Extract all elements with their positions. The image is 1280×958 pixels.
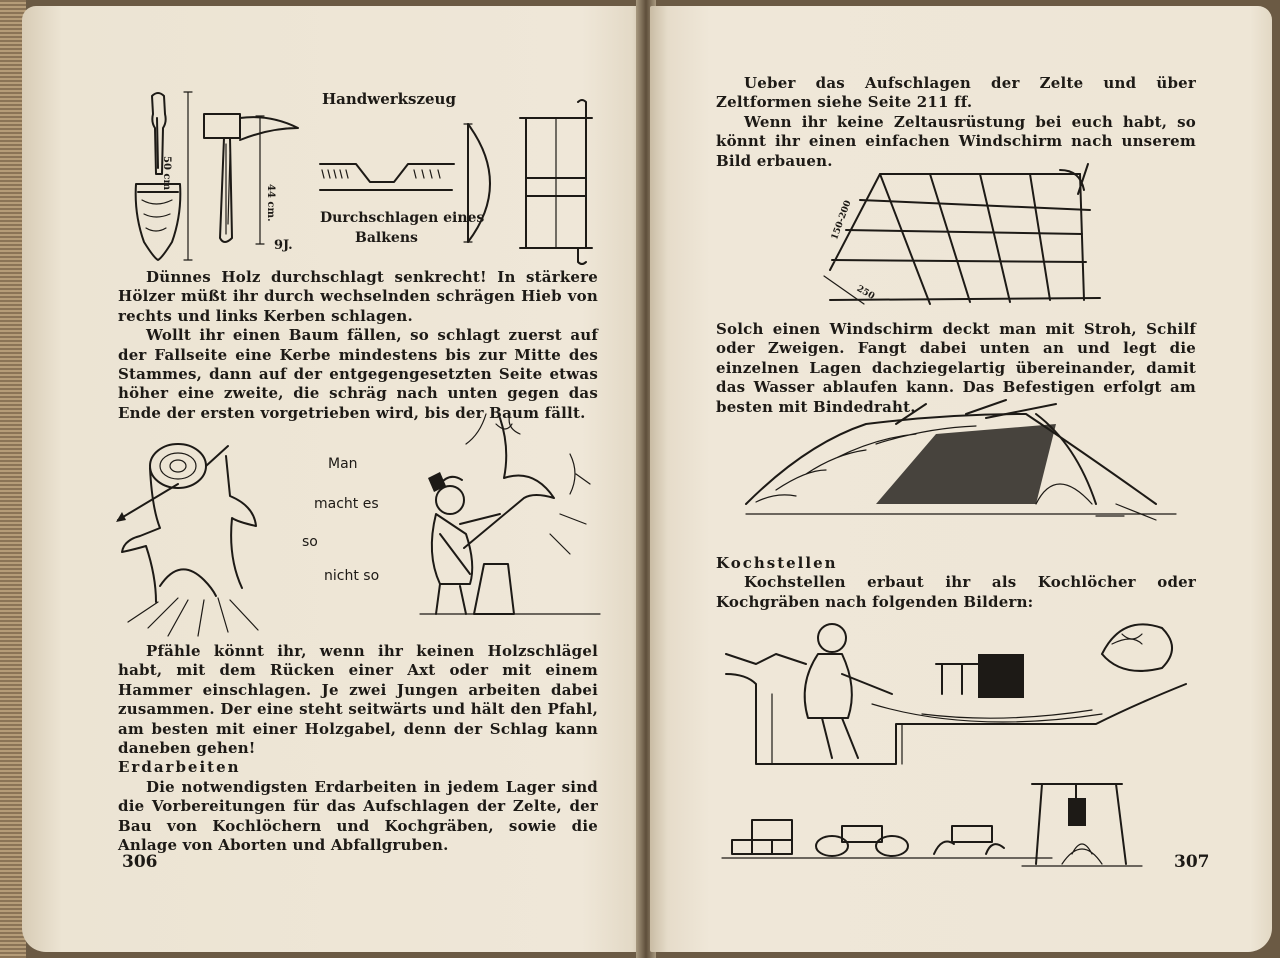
tools-caption: Handwerkszeug	[322, 90, 456, 108]
right-text-block-1	[716, 74, 1196, 171]
right-paragraph-tents: Ueber das Aufschlagen der Zelte und über Zeltformen siehe Seite 211 ff.	[716, 74, 1196, 112]
hammer-measure-label: 44 cm.	[265, 184, 276, 222]
bow-saw-illustration	[460, 118, 520, 248]
caption-so: so	[302, 534, 318, 550]
caption-man: Man	[328, 456, 358, 472]
right-paragraph-cooking: Kochstellen erbaut ihr als Kochlöcher oder Kochgräben nach folgenden Bildern:	[716, 573, 1196, 611]
left-page	[22, 6, 642, 952]
stone-hearths-illustration	[722, 806, 1052, 866]
right-page-number: 307	[1174, 852, 1210, 872]
right-paragraph-windscreen: Wenn ihr keine Zeltausrüstung bei euch habt, so könnt ihr einen einfachen Windschirm nach unserem Bild erbauen.	[716, 112, 1196, 170]
right-text-block-3	[716, 554, 1196, 612]
tree-stump-illustration	[108, 436, 308, 646]
left-paragraph-tree: Wollt ihr einen Baum fällen, so schlagt zuerst auf der Fallseite eine Kerbe mindestens bis zur Mitte des Stammes, dann auf der entgegengesetzten Seite etwas höher eine zweite, die schräg nach unten gegen das Ende der ersten vorgetrieben wird, bis der Baum fällt.	[118, 326, 598, 422]
right-page	[650, 6, 1272, 952]
frame-saw-illustration	[516, 98, 606, 268]
heading-erdarbeiten: Erdarbeiten	[118, 758, 241, 777]
spade-measure-label: 50 cm.	[161, 156, 172, 194]
caption-macht-es: macht es	[314, 496, 379, 512]
artist-signature: 9J.	[274, 238, 293, 253]
left-page-number: 306	[122, 852, 158, 872]
left-paragraph-stakes: Pfähle könnt ihr, wenn ihr keinen Holzschlägel habt, mit dem Rücken einer Axt oder mit einem Hammer einschlagen. Je zwei Jungen arbeiten dabei zusammen. Der eine steht seitwärts und hält den Pfahl, am besten mit einer Holzgabel, denn der Schlag kann daneben gehen!	[118, 642, 598, 758]
left-paragraph-wood: Dünnes Holz durchschlagt senkrecht! In stärkere Hölzer müßt ihr durch wechselnden schrägen Hieb von rechts und links Kerben schlagen.	[118, 268, 598, 325]
tripod-pot-illustration	[1022, 774, 1142, 874]
beam-notch-illustration	[318, 156, 458, 196]
caption-nicht-so: nicht so	[324, 568, 380, 584]
thatched-windscreen-illustration	[736, 394, 1186, 534]
woodcutter-illustration	[400, 414, 600, 624]
right-paragraph-covering: Solch einen Windschirm deckt man mit Stroh, Schilf oder Zweigen. Fangt dabei unten an und legt die einzelnen Lagen dachziegelartig übereinander, damit das Wasser ablaufen kann. Das Befestigen erfolgt am besten mit Bindedraht.	[716, 320, 1196, 416]
beam-caption-line2: Balkens	[355, 230, 418, 246]
cooking-trench-illustration	[722, 614, 1202, 774]
left-paragraph-earthworks: Die notwendigsten Erdarbeiten in jedem Lager sind die Vorbereitungen für das Aufschlagen der Zelte, der Bau von Kochlöchern und Kochgräben, sowie die Anlage von Aborten und Abfallgruben.	[118, 777, 598, 855]
frame-height-label: 150-200	[830, 199, 854, 242]
frame-width-label: 250	[854, 283, 877, 303]
left-text-block-1	[118, 268, 598, 423]
beam-caption-line1: Durchschlagen eines	[320, 210, 485, 226]
heading-kochstellen: Kochstellen	[716, 554, 838, 572]
hammer-illustration	[200, 104, 310, 254]
left-text-block-2	[118, 642, 598, 855]
